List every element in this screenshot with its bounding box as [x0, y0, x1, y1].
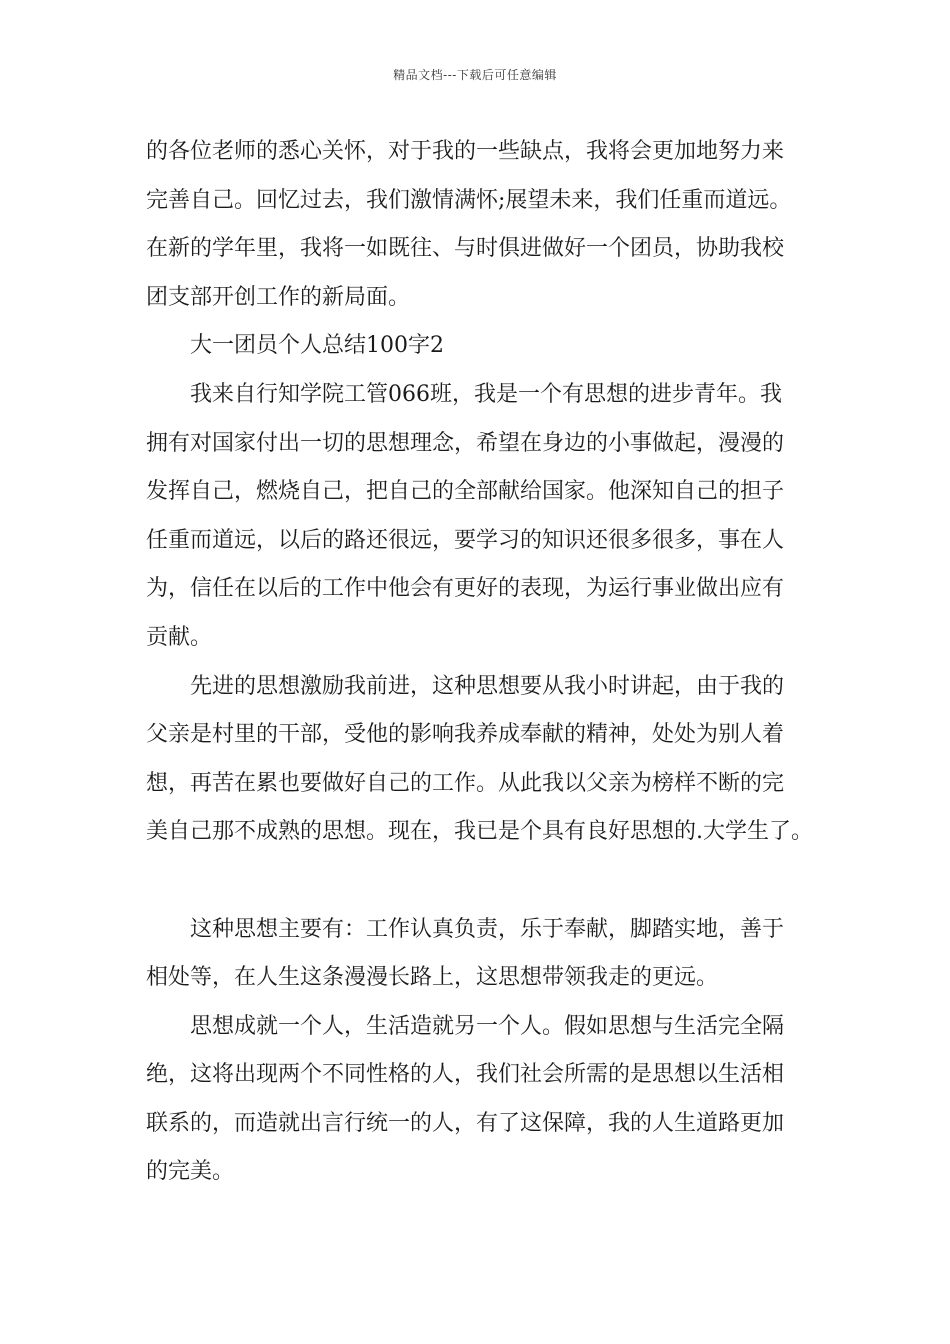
text-line: 任重而道远，以后的路还很远，要学习的知识还很多很多，事在人: [146, 527, 785, 553]
text-line: 相处等，在人生这条漫漫长路上，这思想带领我走的更远。: [146, 965, 719, 991]
text-line: 的各位老师的悉心关怀，对于我的一些缺点，我将会更加地努力来: [146, 139, 785, 164]
text-line: 拥有对国家付出一切的思想理念，希望在身边的小事做起，漫漫的: [146, 430, 785, 456]
text-line: 的完美。: [146, 1159, 235, 1185]
text-line: 这种思想主要有：工作认真负责，乐于奉献，脚踏实地，善于: [190, 916, 785, 942]
page-header: 精品文档---下载后可任意编辑: [393, 68, 557, 82]
text-line: 我来自行知学院工管066班，我是一个有思想的进步青年。我: [190, 381, 782, 407]
text-line: 团支部开创工作的新局面。: [146, 284, 411, 310]
text-line: 想，再苦在累也要做好自己的工作。从此我以父亲为榜样不断的完: [146, 770, 785, 796]
text-line: 完善自己。回忆过去，我们激情满怀;展望未来，我们任重而道远。: [146, 187, 792, 213]
text-line: 联系的，而造就出言行统一的人，有了这保障，我的人生道路更加: [146, 1110, 785, 1136]
text-line: 在新的学年里，我将一如既往、与时俱进做好一个团员，协助我校: [146, 236, 785, 262]
paragraph: [146, 906, 810, 1003]
paragraph: [146, 371, 810, 663]
section-heading: [146, 322, 810, 371]
paragraph: [146, 663, 813, 857]
blank-line: [146, 857, 810, 906]
text-line: 绝，这将出现两个不同性格的人，我们社会所需的是思想以生活相: [146, 1062, 785, 1088]
document-body: [146, 128, 813, 1197]
paragraph: [146, 1003, 810, 1197]
heading-line: 大一团员个人总结100字2: [190, 333, 444, 359]
text-line: 父亲是村里的干部，受他的影响我养成奉献的精神，处处为别人着: [146, 722, 785, 748]
text-line: 思想成就一个人，生活造就另一个人。假如思想与生活完全隔: [190, 1013, 785, 1039]
text-line: 先进的思想激励我前进，这种思想要从我小时讲起，由于我的: [190, 673, 785, 699]
text-line: 为，信任在以后的工作中他会有更好的表现，为运行事业做出应有: [146, 576, 785, 602]
paragraph-continuation: [146, 128, 810, 322]
text-line: 美自己那不成熟的思想。现在，我已是个具有良好思想的.大学生了。: [146, 819, 813, 845]
text-line: 贡献。: [146, 624, 213, 650]
text-line: 发挥自己，燃烧自己，把自己的全部献给国家。他深知自己的担子: [146, 479, 785, 505]
